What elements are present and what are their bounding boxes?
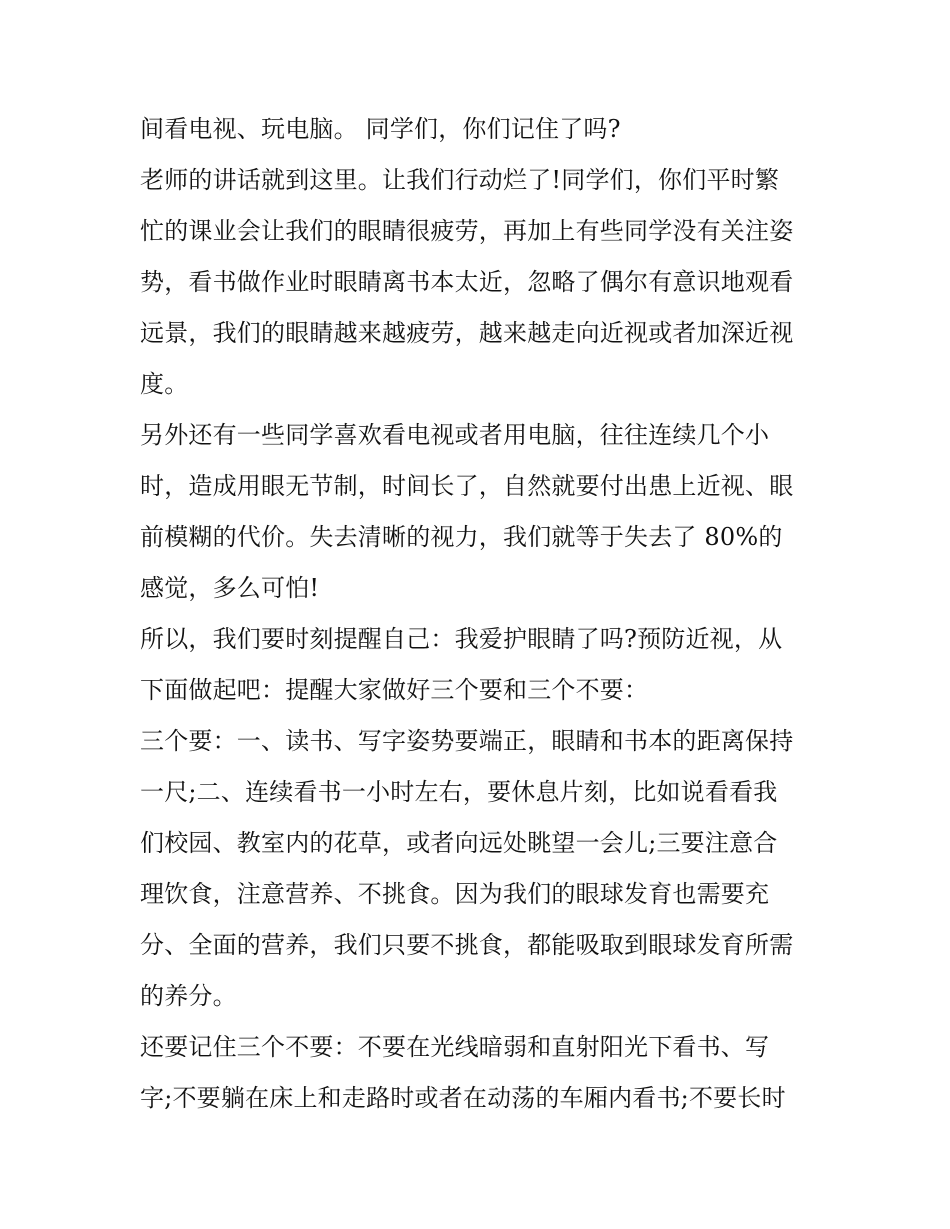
text-line: 字;不要躺在床上和走路时或者在动荡的车厢内看书;不要长时 [140,1084,786,1112]
text-line: 下面做起吧：提醒大家做好三个要和三个不要： [140,676,649,704]
text-line: 们校园、教室内的花草，或者向远处眺望一会儿;三要注意合 [140,829,778,857]
text-line: 时，造成用眼无节制，时间长了，自然就要付出患上近视、眼 [140,472,794,500]
text-line: 度。 [140,370,189,398]
text-line: 另外还有一些同学喜欢看电视或者用电脑，往往连续几个小 [140,421,770,449]
text-line: 感觉，多么可怕! [140,574,320,602]
text-line: 老师的讲话就到这里。让我们行动烂了!同学们，你们平时繁 [140,166,780,194]
text-line: 远景，我们的眼睛越来越疲劳，越来越走向近视或者加深近视 [140,319,794,347]
text-line: 理饮食，注意营养、不挑食。因为我们的眼球发育也需要充 [140,880,770,908]
text-line: 间看电视、玩电脑。 同学们，你们记住了吗? [140,115,621,143]
text-line: 的养分。 [140,982,237,1010]
text-line: 忙的课业会让我们的眼睛很疲劳，再加上有些同学没有关注姿 [140,217,794,245]
document-body [140,104,820,1124]
text-line: 三个要：一、读书、写字姿势要端正，眼睛和书本的距离保持 [140,727,794,755]
text-line: 一尺;二、连续看书一小时左右，要休息片刻，比如说看看我 [140,778,778,806]
text-line: 还要记住三个不要：不要在光线暗弱和直射阳光下看书、写 [140,1033,770,1061]
text-line: 分、全面的营养，我们只要不挑食，都能吸取到眼球发育所需 [140,931,794,959]
text-line: 前模糊的代价。失去清晰的视力，我们就等于失去了 80%的 [140,523,783,551]
text-line: 所以，我们要时刻提醒自己：我爱护眼睛了吗?预防近视，从 [140,625,783,653]
text-line: 势，看书做作业时眼睛离书本太近，忽略了偶尔有意识地观看 [140,268,794,296]
